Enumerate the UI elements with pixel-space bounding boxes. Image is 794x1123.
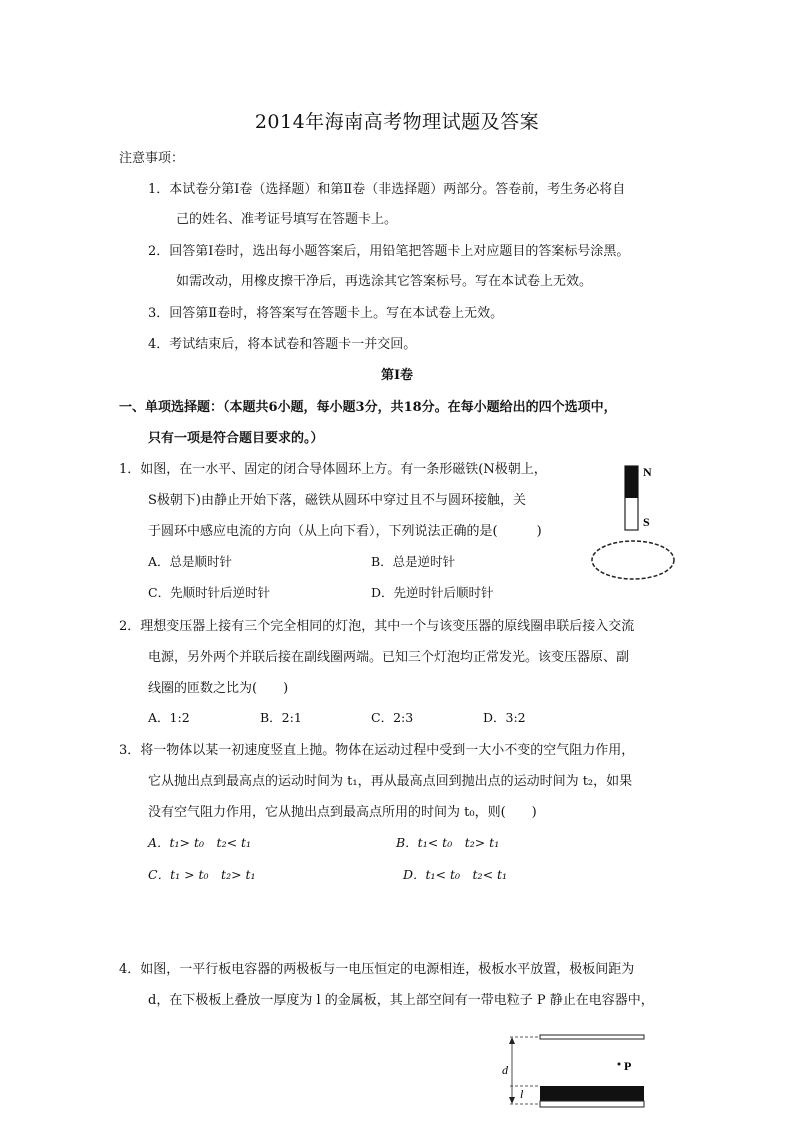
page-title: 2014年海南高考物理试题及答案 bbox=[254, 111, 540, 133]
question-1-option-d: D．先逆时针后顺时针 bbox=[371, 585, 494, 600]
notice-item-1-cont: 己的姓名、准考证号填写在答题卡上。 bbox=[176, 212, 398, 227]
upper-plate bbox=[540, 1035, 644, 1039]
question-2-option-c: C．2:3 bbox=[371, 710, 414, 725]
notice-item-2-cont: 如需改动，用橡皮擦干净后，再选涂其它答案标号。写在本试卷上无效。 bbox=[176, 274, 593, 289]
section-header: 一、单项选择题：（本题共6小题，每小题3分，共18分。在每小题给出的四个选项中， bbox=[119, 400, 617, 415]
question-2-option-b: B．2:1 bbox=[260, 710, 302, 725]
notice-item-2: 2．回答第Ⅰ卷时，选出每小题答案后，用铅笔把答题卡上对应题目的答案标号涂黑。 bbox=[148, 244, 630, 259]
magnet-north-half bbox=[625, 466, 638, 498]
metal-slab bbox=[540, 1086, 644, 1101]
notice-item-4: 4．考试结束后，将本试卷和答题卡一并交回。 bbox=[148, 337, 417, 352]
particle-p bbox=[618, 1063, 621, 1066]
question-2-option-d: D．3:2 bbox=[483, 710, 526, 725]
question-3-text: 3．将一物体以某一初速度竖直上抛。物体在运动过程中受到一大小不变的空气阻力作用， bbox=[119, 743, 635, 758]
section-header-cont: 只有一项是符合题目要求的。） bbox=[148, 431, 324, 446]
question-2-text-2: 电源，另外两个并联后接在副线圈两端。已知三个灯泡均正常发光。该变压器原、副 bbox=[148, 650, 630, 665]
question-1-text: 1．如图，在一水平、固定的闭合导体圆环上方。有一条形磁铁(N极朝上， bbox=[119, 462, 547, 477]
volume-label: 第Ⅰ卷 bbox=[380, 368, 414, 383]
lower-plate bbox=[540, 1101, 644, 1107]
conducting-ring bbox=[592, 541, 674, 579]
thickness-l-label: l bbox=[520, 1087, 524, 1101]
question-1-option-b: B．总是逆时针 bbox=[371, 554, 456, 569]
capacitor-figure bbox=[498, 1028, 650, 1118]
notice-item-3: 3．回答第Ⅱ卷时，将答案写在答题卡上。写在本试卷上无效。 bbox=[148, 306, 504, 321]
question-3-text-3: 没有空气阻力作用，它从抛出点到最高点所用的时间为 t₀，则( ) bbox=[148, 805, 537, 820]
magnet-s-label: S bbox=[643, 515, 650, 529]
distance-d-label: d bbox=[502, 1063, 508, 1077]
question-1-option-a: A．总是顺时针 bbox=[148, 554, 233, 569]
question-2-text: 2．理想变压器上接有三个完全相同的灯泡，其中一个与该变压器的原线圈串联后接入交流 bbox=[119, 619, 635, 634]
notice-heading: 注意事项： bbox=[119, 151, 185, 166]
question-3-option-b: B．t₁< t₀ t₂> t₁ bbox=[396, 835, 500, 850]
magnet-ring-figure bbox=[585, 460, 685, 585]
question-3-text-2: 它从抛出点到最高点的运动时间为 t₁，再从最高点回到抛出点的运动时间为 t₂，如果 bbox=[148, 774, 633, 789]
question-2-option-a: A．1:2 bbox=[148, 710, 190, 725]
particle-p-label: P bbox=[624, 1059, 632, 1073]
question-4-text-2: d，在下极板上叠放一厚度为 l 的金属板，其上部空间有一带电粒子 P 静止在电容器中， bbox=[148, 993, 654, 1008]
question-1-option-c: C．先顺时针后逆时针 bbox=[148, 585, 271, 600]
magnet-n-label: N bbox=[643, 465, 652, 479]
question-3-option-c: C．t₁ > t₀ t₂> t₁ bbox=[148, 867, 256, 882]
question-2-text-3: 线圈的匝数之比为( ) bbox=[148, 681, 289, 696]
question-4-text: 4．如图，一平行板电容器的两极板与一电压恒定的电源相连，极板水平放置，极板间距为 bbox=[119, 962, 635, 977]
notice-item-1: 1．本试卷分第Ⅰ卷（选择题）和第Ⅱ卷（非选择题）两部分。答卷前，考生务必将自 bbox=[148, 182, 626, 197]
question-1-text-2: S极朝下)由静止开始下落，磁铁从圆环中穿过且不与圆环接触，关 bbox=[148, 493, 526, 508]
question-3-option-d: D．t₁< t₀ t₂< t₁ bbox=[403, 867, 508, 882]
question-3-option-a: A．t₁> t₀ t₂< t₁ bbox=[148, 835, 252, 850]
question-1-text-3: 于圆环中感应电流的方向（从上向下看），下列说法正确的是( ) bbox=[148, 524, 542, 539]
